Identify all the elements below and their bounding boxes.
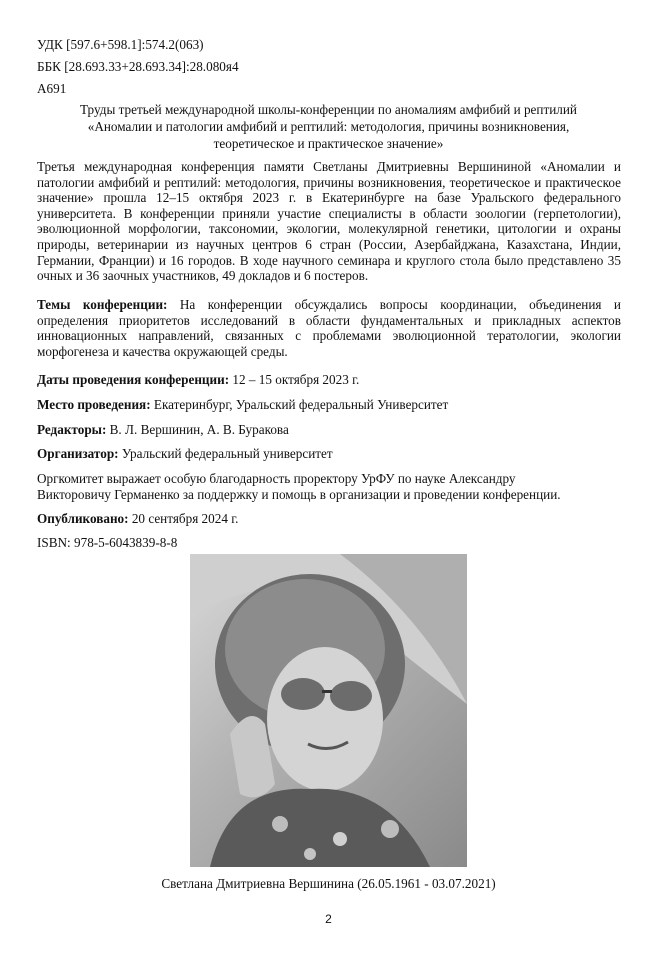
title-line-2: «Аномалии и патологии амфибий и рептилий: методология, причины возникновения, xyxy=(87,119,570,134)
topics-label: Темы конференции: xyxy=(37,297,168,312)
published-line xyxy=(37,511,627,527)
topics-paragraph xyxy=(37,297,621,359)
bbk-code: ББК [28.693.33+28.693.34]:28.080я4 xyxy=(37,59,239,74)
venue-line xyxy=(37,397,627,413)
organizer-label: Организатор: xyxy=(37,446,119,461)
udk-code: УДК [597.6+598.1]:574.2(063) xyxy=(37,37,204,52)
published-value: 20 сентября 2024 г. xyxy=(128,511,239,526)
proceedings-title xyxy=(30,101,627,152)
organizer-line xyxy=(37,446,627,462)
page-number: 2 xyxy=(325,912,332,926)
thanks-line-1: Оргкомитет выражает особую благодарность проректору УрФУ по науке Александру xyxy=(37,471,516,486)
title-line-3: теоретическое и практическое значение» xyxy=(213,136,444,151)
dates-label: Даты проведения конференции: xyxy=(37,372,230,387)
intro-paragraph: Третья международная конференция памяти Светланы Дмитриевны Вершининой «Аномалии и патологии амфибий и рептилий: методология, причины возникновения, теоретическое и практическое значение» прошла 12–15 октября 2023 г. в Екатеринбурге на базе Уральского федерального университета. В конференции приняли участие специалисты в области зоологии (герпетологии), эволюционной морфологии, таксономии, экологии, молекулярной генетики, цитологии и охраны природы, ветеринарии из научных центров 6 стран (России, Азербайджана, Казахстана, Индии, Германии, Франции) и 16 городов. В ходе научного семинара и круглого стола было представлено 35 очных и 36 заочных участников, 49 докладов и 6 постеров. xyxy=(37,159,621,284)
venue-label: Место проведения: xyxy=(37,397,151,412)
editors-value: В. Л. Вершинин, А. В. Буракова xyxy=(106,422,289,437)
dates-value: 12 – 15 октября 2023 г. xyxy=(229,372,360,387)
editors-label: Редакторы: xyxy=(37,422,107,437)
editors-line xyxy=(37,422,627,438)
portrait-illustration xyxy=(190,554,467,867)
dates-line xyxy=(37,372,627,388)
organizer-value: Уральский федеральный университет xyxy=(118,446,333,461)
thanks-line-2: Викторовичу Германенко за поддержку и помощь в организации и проведении конференции. xyxy=(37,487,561,502)
author-code: А691 xyxy=(37,81,67,96)
photo-caption: Светлана Дмитриевна Вершинина (26.05.1961 - 03.07.2021) xyxy=(161,876,496,891)
portrait-photo xyxy=(190,554,467,867)
title-line-1: Труды третьей международной школы-конференции по аномалиям амфибий и рептилий xyxy=(80,102,577,117)
published-label: Опубликовано: xyxy=(37,511,129,526)
venue-value: Екатеринбург, Уральский федеральный Университет xyxy=(150,397,449,412)
isbn-line: ISBN: 978-5-6043839-8-8 xyxy=(37,535,178,550)
topics-text: На конференции обсуждались вопросы координации, объединения и определения приоритетов исследований в области фундаментальных и прикладных аспектов инновационных направлений, связанных с проблемами эволюционной тератологии, экологии морфогенеза и качества окружающей среды. xyxy=(37,297,621,359)
